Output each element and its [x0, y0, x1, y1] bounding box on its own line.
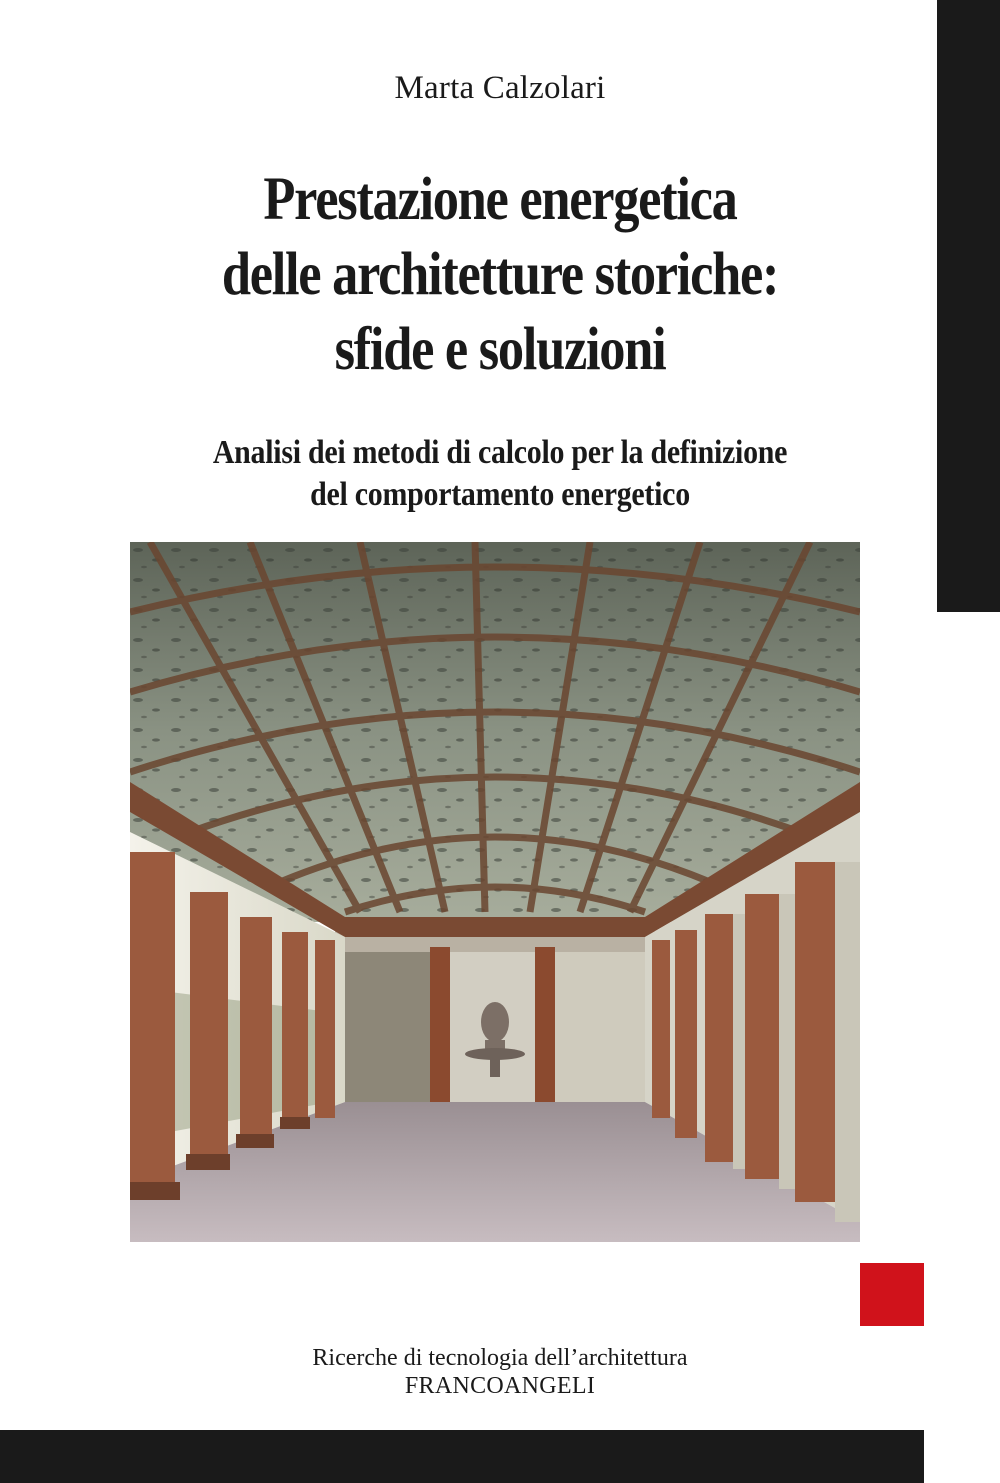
book-title: [156, 162, 844, 387]
title-line: sfide e soluzioni: [334, 316, 666, 383]
author-name: Marta Calzolari: [394, 70, 606, 106]
decorative-bottom-bar: [0, 1430, 924, 1483]
accent-red-square: [860, 1263, 924, 1326]
subtitle-line: Analisi dei metodi di calcolo per la definizione: [212, 434, 788, 471]
title-line: delle architetture storiche:: [221, 241, 779, 308]
publisher-name: FRANCOANGELI: [404, 1373, 596, 1399]
subtitle-line: del comportamento energetico: [310, 476, 690, 513]
series-name: Ricerche di tecnologia dell’architettura: [312, 1345, 688, 1371]
cover-photo-loggia: [130, 542, 860, 1242]
book-subtitle: [113, 432, 887, 516]
title-line: Prestazione energetica: [263, 166, 737, 233]
